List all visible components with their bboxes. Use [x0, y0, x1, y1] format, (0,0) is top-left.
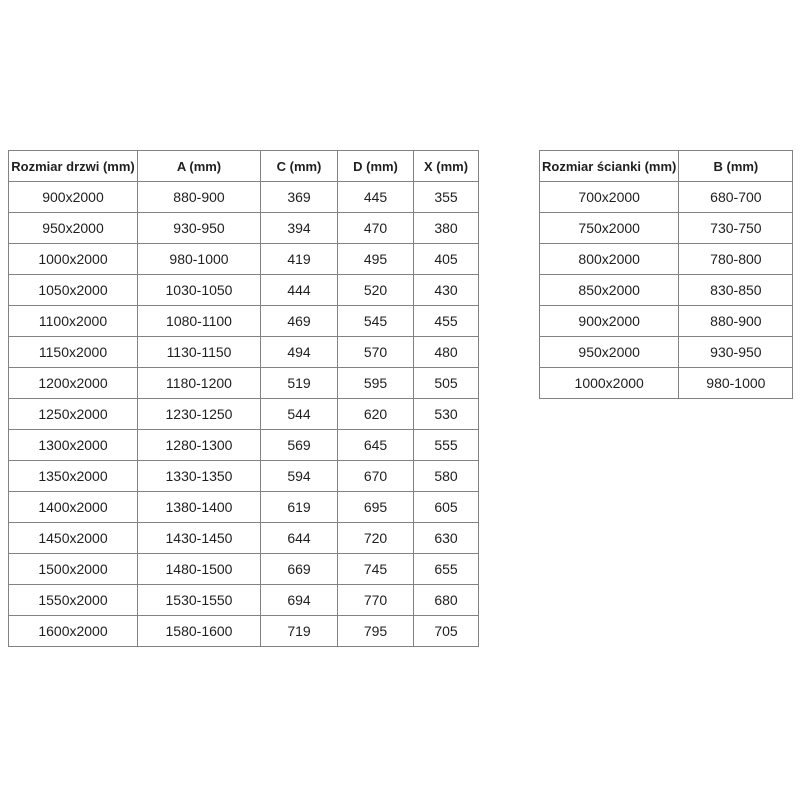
table-cell: 569: [261, 430, 338, 461]
table-cell: 669: [261, 554, 338, 585]
table-row: [540, 275, 793, 306]
column-header: B (mm): [679, 151, 793, 182]
table-cell: 1300x2000: [9, 430, 138, 461]
table-cell: 770: [338, 585, 414, 616]
table-cell: 1530-1550: [138, 585, 261, 616]
table-cell: 930-950: [679, 337, 793, 368]
table-cell: 1350x2000: [9, 461, 138, 492]
header-row: [540, 151, 793, 182]
table-cell: 544: [261, 399, 338, 430]
table-cell: 1580-1600: [138, 616, 261, 647]
table-cell: 519: [261, 368, 338, 399]
table-cell: 980-1000: [138, 244, 261, 275]
table-cell: 369: [261, 182, 338, 213]
column-header: A (mm): [138, 151, 261, 182]
table-cell: 700x2000: [540, 182, 679, 213]
column-header: D (mm): [338, 151, 414, 182]
table-cell: 680-700: [679, 182, 793, 213]
table-row: [540, 306, 793, 337]
table-cell: 795: [338, 616, 414, 647]
column-header: Rozmiar ścianki (mm): [540, 151, 679, 182]
table-cell: 1380-1400: [138, 492, 261, 523]
table-cell: 495: [338, 244, 414, 275]
table-cell: 470: [338, 213, 414, 244]
table-row: [9, 554, 479, 585]
table-cell: 469: [261, 306, 338, 337]
table-cell: 1230-1250: [138, 399, 261, 430]
table-cell: 930-950: [138, 213, 261, 244]
table-cell: 950x2000: [540, 337, 679, 368]
table-cell: 1500x2000: [9, 554, 138, 585]
table-cell: 670: [338, 461, 414, 492]
table-row: [9, 461, 479, 492]
table-cell: 730-750: [679, 213, 793, 244]
table-cell: 1250x2000: [9, 399, 138, 430]
table-cell: 745: [338, 554, 414, 585]
table-cell: 1100x2000: [9, 306, 138, 337]
column-header: C (mm): [261, 151, 338, 182]
table-row: [9, 523, 479, 554]
table-cell: 980-1000: [679, 368, 793, 399]
table-cell: 900x2000: [540, 306, 679, 337]
table-cell: 1450x2000: [9, 523, 138, 554]
table-cell: 394: [261, 213, 338, 244]
table-cell: 430: [414, 275, 479, 306]
table-row: [540, 213, 793, 244]
table-cell: 630: [414, 523, 479, 554]
table-cell: 1480-1500: [138, 554, 261, 585]
table-cell: 1550x2000: [9, 585, 138, 616]
table-cell: 530: [414, 399, 479, 430]
table-cell: 605: [414, 492, 479, 523]
table-row: [9, 430, 479, 461]
table-row: [540, 182, 793, 213]
table-cell: 900x2000: [9, 182, 138, 213]
table-cell: 580: [414, 461, 479, 492]
table-cell: 1400x2000: [9, 492, 138, 523]
wall-panel-sizes-table: [539, 150, 793, 399]
table-cell: 880-900: [138, 182, 261, 213]
table-cell: 419: [261, 244, 338, 275]
table-cell: 719: [261, 616, 338, 647]
table-cell: 444: [261, 275, 338, 306]
table-cell: 1030-1050: [138, 275, 261, 306]
table-row: [9, 585, 479, 616]
table-cell: 850x2000: [540, 275, 679, 306]
table-row: [9, 399, 479, 430]
table-cell: 445: [338, 182, 414, 213]
door-sizes-table: [8, 150, 479, 647]
table-cell: 594: [261, 461, 338, 492]
table-cell: 780-800: [679, 244, 793, 275]
table-cell: 655: [414, 554, 479, 585]
table-cell: 1150x2000: [9, 337, 138, 368]
table-cell: 695: [338, 492, 414, 523]
table-cell: 720: [338, 523, 414, 554]
table-cell: 555: [414, 430, 479, 461]
table-row: [9, 244, 479, 275]
table-row: [9, 182, 479, 213]
table-cell: 950x2000: [9, 213, 138, 244]
table-cell: 619: [261, 492, 338, 523]
table-cell: 1000x2000: [9, 244, 138, 275]
table-row: [9, 306, 479, 337]
table-row: [9, 368, 479, 399]
table-row: [9, 337, 479, 368]
table-cell: 880-900: [679, 306, 793, 337]
table-row: [9, 213, 479, 244]
table-row: [9, 616, 479, 647]
table-cell: 494: [261, 337, 338, 368]
table-cell: 830-850: [679, 275, 793, 306]
header-row: [9, 151, 479, 182]
table-cell: 800x2000: [540, 244, 679, 275]
table-cell: 570: [338, 337, 414, 368]
column-header: Rozmiar drzwi (mm): [9, 151, 138, 182]
column-header: X (mm): [414, 151, 479, 182]
table-cell: 545: [338, 306, 414, 337]
table-cell: 1080-1100: [138, 306, 261, 337]
table-cell: 644: [261, 523, 338, 554]
table-cell: 694: [261, 585, 338, 616]
table-cell: 1050x2000: [9, 275, 138, 306]
table-cell: 1180-1200: [138, 368, 261, 399]
table-cell: 455: [414, 306, 479, 337]
table-row: [9, 492, 479, 523]
table-cell: 620: [338, 399, 414, 430]
table-cell: 505: [414, 368, 479, 399]
table-cell: 1200x2000: [9, 368, 138, 399]
table-cell: 355: [414, 182, 479, 213]
table-cell: 405: [414, 244, 479, 275]
table-cell: 480: [414, 337, 479, 368]
table-row: [540, 368, 793, 399]
table-row: [540, 337, 793, 368]
table-cell: 750x2000: [540, 213, 679, 244]
table-cell: 680: [414, 585, 479, 616]
table-cell: 1600x2000: [9, 616, 138, 647]
table-row: [540, 244, 793, 275]
table-cell: 1330-1350: [138, 461, 261, 492]
table-row: [9, 275, 479, 306]
table-cell: 1130-1150: [138, 337, 261, 368]
table-cell: 1000x2000: [540, 368, 679, 399]
table-cell: 705: [414, 616, 479, 647]
table-cell: 380: [414, 213, 479, 244]
table-cell: 645: [338, 430, 414, 461]
table-cell: 520: [338, 275, 414, 306]
table-cell: 1430-1450: [138, 523, 261, 554]
table-cell: 1280-1300: [138, 430, 261, 461]
table-cell: 595: [338, 368, 414, 399]
